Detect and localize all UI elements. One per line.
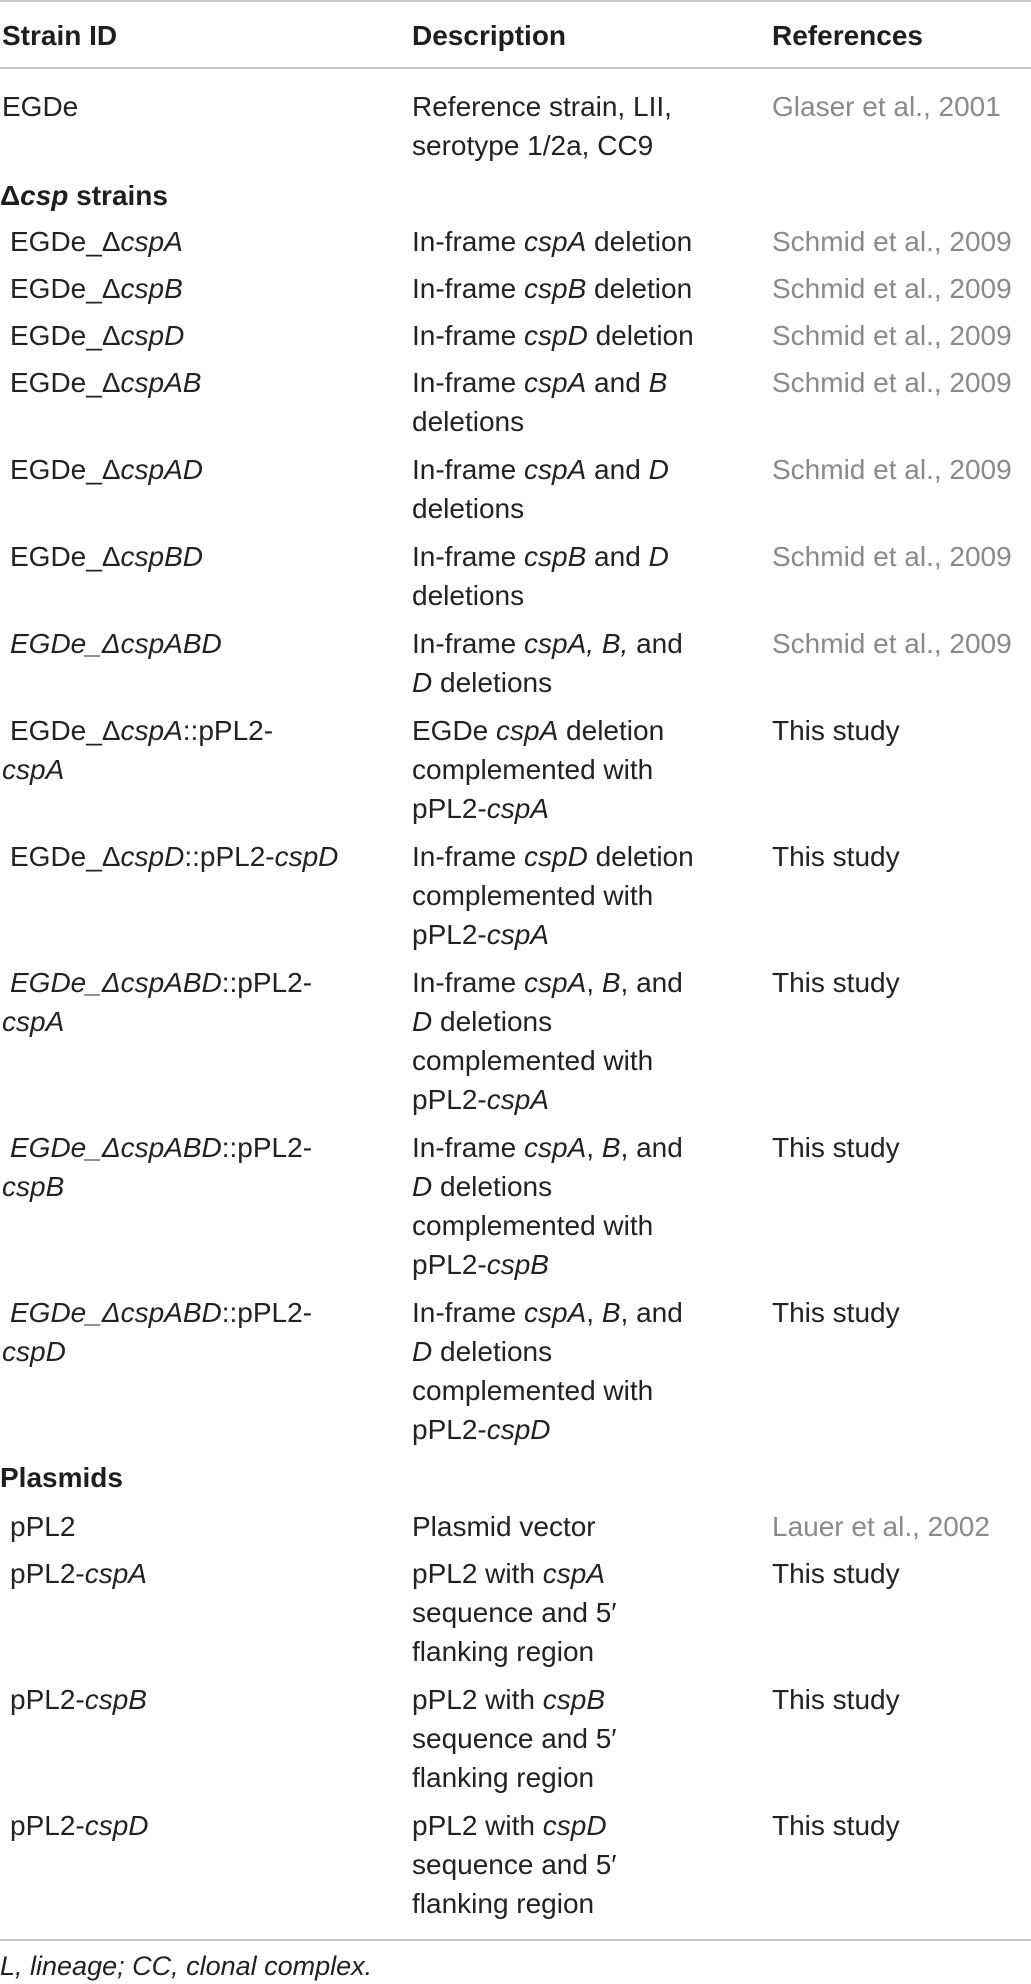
section-csp-strains: Δcsp strains bbox=[0, 180, 168, 211]
table-row-strain-id: pPL2 bbox=[10, 1511, 76, 1542]
table-row-description: pPL2 with cspA sequence and 5′ flanking region bbox=[412, 1558, 617, 1667]
section-plasmids: Plasmids bbox=[0, 1462, 123, 1493]
table-row-description: In-frame cspD deletion bbox=[412, 320, 694, 351]
table-row-strain-id: EGDe_ΔcspBD bbox=[10, 541, 203, 572]
table-row-description: In-frame cspA deletion bbox=[412, 226, 693, 257]
table-row-reference: Schmid et al., 2009 bbox=[772, 367, 1012, 398]
header-references: References bbox=[772, 20, 923, 51]
table-row-description: In-frame cspB and D deletions bbox=[412, 541, 669, 611]
table-row-strain-id: EGDe_ΔcspAD bbox=[10, 454, 203, 485]
table-row-strain-id: EGDe_ΔcspD::pPL2-cspD bbox=[10, 841, 339, 872]
table-row-reference: Schmid et al., 2009 bbox=[772, 320, 1012, 351]
table-row-strain-id: EGDe_ΔcspAB bbox=[10, 367, 202, 398]
table-row-reference: Schmid et al., 2009 bbox=[772, 226, 1012, 257]
table-row-strain-id: EGDe_ΔcspB bbox=[10, 273, 183, 304]
table-row-strain-id: pPL2-cspA bbox=[10, 1558, 147, 1589]
table-row-description: In-frame cspA, B, and D deletions complemented with pPL2-cspD bbox=[412, 1297, 683, 1445]
table-row-strain-id: EGDe_ΔcspA::pPL2- cspA bbox=[2, 715, 274, 785]
header-description: Description bbox=[412, 20, 567, 51]
table-footnote: L, lineage; CC, clonal complex. bbox=[0, 1951, 373, 1981]
table-row-description: Plasmid vector bbox=[412, 1511, 596, 1542]
table-row-description: In-frame cspA and D deletions bbox=[412, 454, 669, 524]
table-row-description: In-frame cspA, B, and D deletions complemented with pPL2-cspB bbox=[412, 1132, 683, 1280]
table-row-strain-id: EGDe_ΔcspABD::pPL2- cspD bbox=[2, 1297, 313, 1367]
table-row-reference: Glaser et al., 2001 bbox=[772, 91, 1001, 122]
table-row-reference: This study bbox=[772, 715, 900, 746]
table-row-description: In-frame cspB deletion bbox=[412, 273, 693, 304]
table-row-description: In-frame cspA, B, and D deletions complemented with pPL2-cspA bbox=[412, 967, 683, 1115]
table-row-reference: This study bbox=[772, 1297, 900, 1328]
table-row-strain-id: EGDe_ΔcspA bbox=[10, 226, 183, 257]
table-row-reference: Schmid et al., 2009 bbox=[772, 541, 1012, 572]
table-row-strain-id: pPL2-cspD bbox=[10, 1810, 149, 1841]
table-row-reference: This study bbox=[772, 1684, 900, 1715]
table-row-strain-id: EGDe bbox=[2, 91, 79, 122]
table-row-reference: Schmid et al., 2009 bbox=[772, 454, 1012, 485]
table-row-description: In-frame cspD deletion complemented with pPL2-cspA bbox=[412, 841, 694, 950]
table-row-reference: This study bbox=[772, 1558, 900, 1589]
table-row-reference: This study bbox=[772, 1810, 900, 1841]
table-row-reference: Schmid et al., 2009 bbox=[772, 273, 1012, 304]
table-row-description: Reference strain, LII, serotype 1/2a, CC9 bbox=[412, 91, 672, 161]
table-top-rule bbox=[0, 0, 1031, 2]
table-row-strain-id: EGDe_ΔcspD bbox=[10, 320, 185, 351]
table-bottom-rule bbox=[0, 1939, 1031, 1941]
table-row-description: EGDe cspA deletion complemented with pPL2-cspA bbox=[412, 715, 665, 824]
table-row-description: pPL2 with cspB sequence and 5′ flanking region bbox=[412, 1684, 617, 1793]
table-row-reference: Lauer et al., 2002 bbox=[772, 1511, 990, 1542]
table-row-description: pPL2 with cspD sequence and 5′ flanking region bbox=[412, 1810, 617, 1919]
table-header-rule bbox=[0, 67, 1031, 69]
table-row-strain-id: pPL2-cspB bbox=[10, 1684, 147, 1715]
table-row-description: In-frame cspA and B deletions bbox=[412, 367, 668, 437]
table-row-strain-id: EGDe_ΔcspABD bbox=[10, 628, 222, 659]
header-strain-id: Strain ID bbox=[2, 20, 118, 51]
table-row-strain-id: EGDe_ΔcspABD::pPL2- cspA bbox=[2, 967, 313, 1037]
table-row-reference: This study bbox=[772, 841, 900, 872]
table-row-strain-id: EGDe_ΔcspABD::pPL2- cspB bbox=[2, 1132, 313, 1202]
table-row-reference: This study bbox=[772, 967, 900, 998]
table-row-reference: Schmid et al., 2009 bbox=[772, 628, 1012, 659]
table-row-description: In-frame cspA, B, and D deletions bbox=[412, 628, 683, 698]
table-row-reference: This study bbox=[772, 1132, 900, 1163]
